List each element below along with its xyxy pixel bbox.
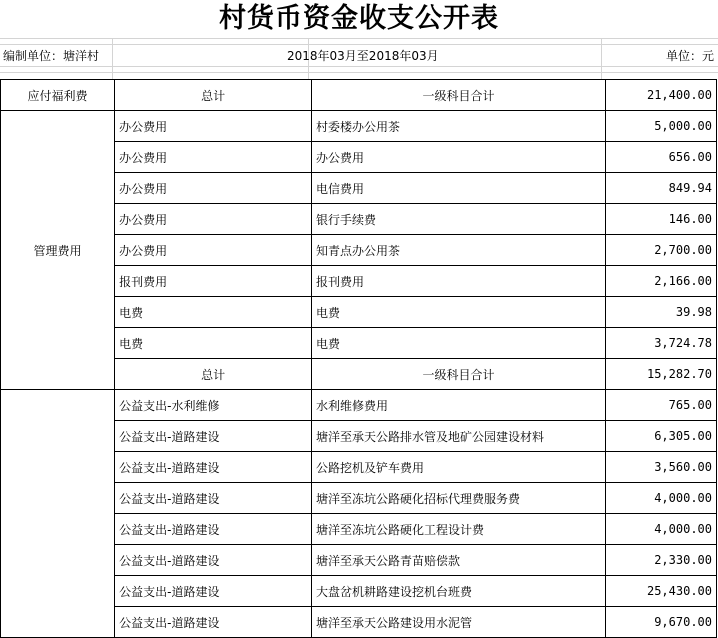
total-label-cell: 总计 — [115, 359, 312, 390]
subject-cell: 办公费用 — [115, 142, 312, 173]
table-row — [1, 390, 717, 421]
amount-cell: 3,560.00 — [605, 452, 716, 483]
ledger-table — [0, 79, 717, 638]
item-cell: 村委楼办公用茶 — [312, 111, 606, 142]
subject-cell: 公益支出-水利维修 — [115, 390, 312, 421]
item-cell: 知青点办公用茶 — [312, 235, 606, 266]
subject-cell: 公益支出-道路建设 — [115, 452, 312, 483]
category-cell: 管理费用 — [1, 111, 115, 390]
item-cell: 报刊费用 — [312, 266, 606, 297]
item-cell: 银行手续费 — [312, 204, 606, 235]
subject-cell: 报刊费用 — [115, 266, 312, 297]
amount-cell: 39.98 — [605, 297, 716, 328]
page-title: 村货币资金收支公开表 — [219, 3, 499, 34]
subject-cell: 公益支出-道路建设 — [115, 545, 312, 576]
subject-cell: 公益支出-道路建设 — [115, 483, 312, 514]
category-cell — [1, 390, 115, 638]
amount-cell: 15,282.70 — [605, 359, 716, 390]
item-cell: 塘洋至承天公路排水管及地矿公园建设材料 — [312, 421, 606, 452]
item-cell: 塘洋至冻坑公路硬化招标代理费服务费 — [312, 483, 606, 514]
amount-cell: 21,400.00 — [605, 80, 716, 111]
amount-cell: 765.00 — [605, 390, 716, 421]
currency-unit: 单位：元 — [665, 49, 714, 63]
item-cell: 塘洋至冻坑公路硬化工程设计费 — [312, 514, 606, 545]
category-cell: 应付福利费 — [1, 80, 115, 111]
reporting-period: 2018年03月至2018年03月 — [287, 49, 439, 63]
amount-cell: 2,330.00 — [605, 545, 716, 576]
amount-cell: 6,305.00 — [605, 421, 716, 452]
subject-cell: 办公费用 — [115, 235, 312, 266]
subject-cell: 公益支出-道路建设 — [115, 421, 312, 452]
amount-cell: 146.00 — [605, 204, 716, 235]
item-cell: 塘洋至承天公路建设用水泥管 — [312, 607, 606, 638]
subject-cell: 公益支出-道路建设 — [115, 576, 312, 607]
amount-cell: 849.94 — [605, 173, 716, 204]
item-cell: 电费 — [312, 297, 606, 328]
amount-cell: 9,670.00 — [605, 607, 716, 638]
item-cell: 塘洋至承天公路青苗赔偿款 — [312, 545, 606, 576]
subject-cell: 办公费用 — [115, 204, 312, 235]
subject-cell: 办公费用 — [115, 111, 312, 142]
subject-cell: 电费 — [115, 328, 312, 359]
amount-cell: 656.00 — [605, 142, 716, 173]
item-cell: 电费 — [312, 328, 606, 359]
table-row — [1, 80, 717, 111]
subject-cell: 公益支出-道路建设 — [115, 607, 312, 638]
amount-cell: 25,430.00 — [605, 576, 716, 607]
item-cell: 大盘岔机耕路建设挖机台班费 — [312, 576, 606, 607]
amount-cell: 3,724.78 — [605, 328, 716, 359]
amount-cell: 4,000.00 — [605, 483, 716, 514]
subject-cell: 公益支出-道路建设 — [115, 514, 312, 545]
amount-cell: 5,000.00 — [605, 111, 716, 142]
subtotal-label-cell: 一级科目合计 — [312, 359, 606, 390]
amount-cell: 2,166.00 — [605, 266, 716, 297]
compiling-unit: 编制单位：塘洋村 — [3, 49, 100, 63]
amount-cell: 4,000.00 — [605, 514, 716, 545]
table-row — [1, 111, 717, 142]
subject-cell: 电费 — [115, 297, 312, 328]
amount-cell: 2,700.00 — [605, 235, 716, 266]
subtotal-label-cell: 一级科目合计 — [312, 80, 606, 111]
item-cell: 水利维修费用 — [312, 390, 606, 421]
total-label-cell: 总计 — [115, 80, 312, 111]
item-cell: 电信费用 — [312, 173, 606, 204]
item-cell: 办公费用 — [312, 142, 606, 173]
item-cell: 公路挖机及铲车费用 — [312, 452, 606, 483]
subject-cell: 办公费用 — [115, 173, 312, 204]
